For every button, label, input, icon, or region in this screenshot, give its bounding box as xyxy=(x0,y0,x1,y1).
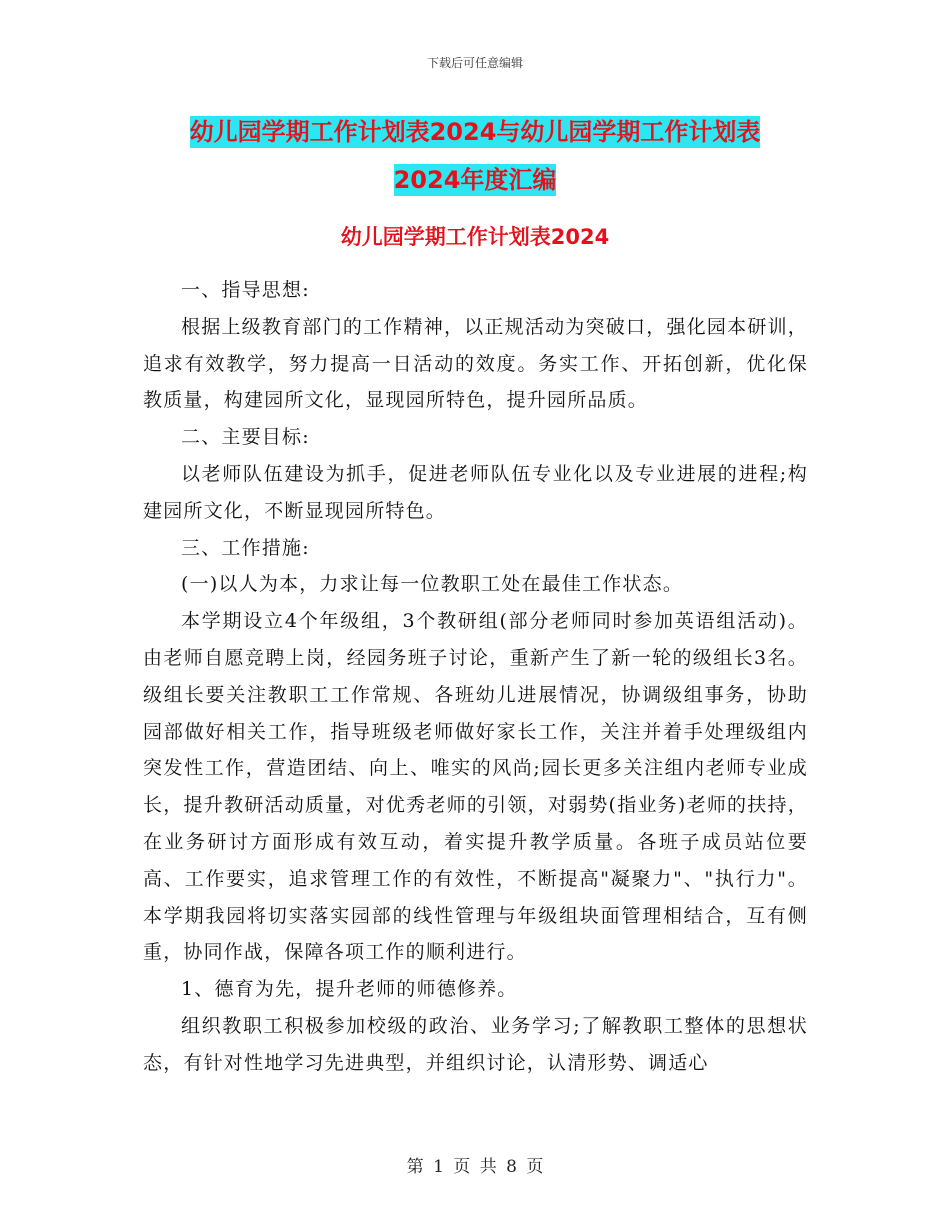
section-title: 幼儿园学期工作计划表2024 xyxy=(340,225,610,249)
subheading-people-oriented: (一)以人为本，力求让每一位教职工处在最佳工作状态。 xyxy=(181,573,684,596)
document-body xyxy=(143,272,808,1082)
heading-main-goals: 二、主要目标: xyxy=(181,426,310,449)
heading-guiding-thought: 一、指导思想: xyxy=(181,279,310,301)
page-footer-number: 第 1 页 共 8 页 xyxy=(406,1157,544,1177)
paragraph-grade-groups: 本学期设立4个年级组，3个教研组(部分老师同时参加英语组活动)。由老师自愿竞聘上岗，经园务班子讨论，重新产生了新一轮的级组长3名。级组长要关注教职工工作常规、各班幼儿进展情况，协调级组事务，协助园部做好相关工作，指导班级老师做好家长工作，关注并着手处理级组内突发性工作，营造团结、向上、唯实的风尚;园长更多关注组内老师专业成长，提升教研活动质量，对优秀老师的引领，对弱势(指业务)老师的扶持，在业务研讨方面形成有效互动，着实提升教学质量。各班子成员站位要高、工作要实，追求管理工作的有效性，不断提高"凝聚力"、"执行力"。本学期我园将切实落实园部的线性管理与年级组块面管理相结合，互有侧重，协同作战，保障各项工作的顺利进行。 xyxy=(143,610,808,964)
subheading-moral-education: 1、德育为先，提升老师的师德修养。 xyxy=(181,978,518,1001)
paragraph-staff-study: 组织教职工积极参加校级的政治、业务学习;了解教职工整体的思想状态，有针对性地学习先进典型，并组织讨论，认清形势、调适心 xyxy=(143,1014,808,1074)
page-header-note: 下载后可任意编辑 xyxy=(426,56,523,70)
document-title-line1: 幼儿园学期工作计划表2024与幼儿园学期工作计划表 xyxy=(189,118,761,146)
document-title xyxy=(0,108,950,204)
heading-work-measures: 三、工作措施: xyxy=(181,536,310,559)
document-title-line2: 2024年度汇编 xyxy=(393,166,557,194)
paragraph-main-goals: 以老师队伍建设为抓手，促进老师队伍专业化以及专业进展的进程;构建园所文化，不断显现园所特色。 xyxy=(143,462,808,522)
paragraph-guiding-thought: 根据上级教育部门的工作精神，以正规活动为突破口，强化园本研训，追求有效教学，努力提高一日活动的效度。务实工作、开拓创新，优化保教质量，构建园所文化，显现园所特色，提升园所品质。 xyxy=(143,315,808,412)
